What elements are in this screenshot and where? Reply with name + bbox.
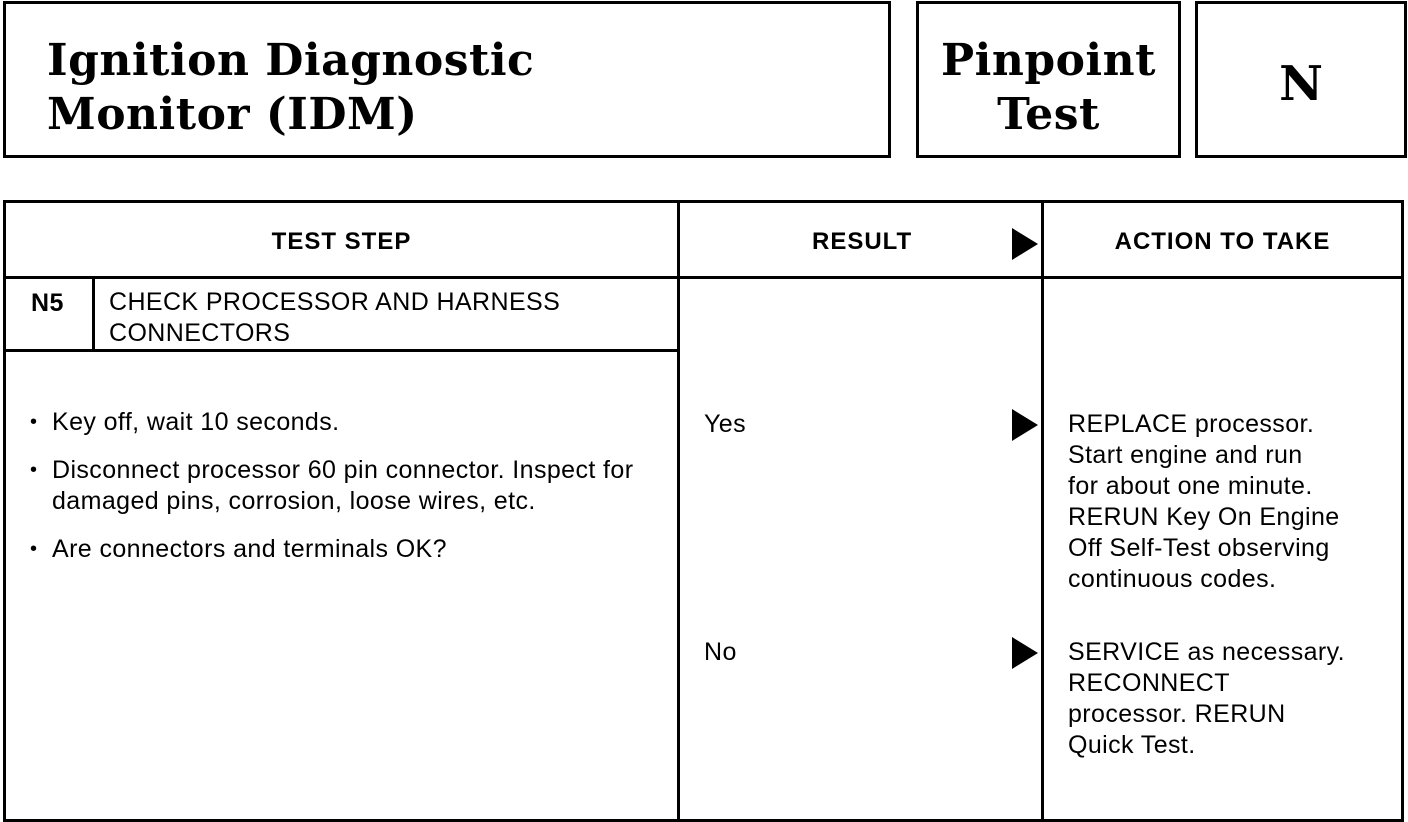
action-line: Quick Test. — [1068, 731, 1196, 759]
action-yes — [1068, 409, 1398, 595]
step-title-line-2: CONNECTORS — [109, 319, 291, 347]
result-arrow-icon — [1012, 228, 1038, 260]
column-header-result: RESULT — [812, 228, 913, 255]
result-yes: Yes — [704, 410, 746, 438]
action-line: processor. RERUN — [1068, 700, 1286, 728]
step-title-rule — [6, 349, 677, 352]
action-no — [1068, 637, 1398, 761]
step-instructions — [30, 407, 650, 582]
step-id: N5 — [31, 289, 64, 317]
test-table — [3, 200, 1404, 822]
column-divider-result — [677, 203, 680, 819]
column-header-action: ACTION TO TAKE — [1114, 228, 1331, 255]
instruction-item: • Disconnect processor 60 pin connector. Inspect for damaged pins, corrosion, loose wires, etc. — [30, 455, 650, 517]
column-divider-action — [1041, 203, 1044, 819]
instruction-item: • Key off, wait 10 seconds. — [30, 407, 650, 438]
action-line: RERUN Key On Engine — [1068, 503, 1340, 531]
no-arrow-icon — [1012, 637, 1038, 669]
column-header-test-step: TEST STEP — [271, 228, 412, 255]
step-id-divider — [92, 279, 95, 350]
title-box — [3, 1, 891, 158]
action-line: REPLACE processor. — [1068, 410, 1315, 438]
action-line: for about one minute. — [1068, 472, 1313, 500]
instruction-item: • Are connectors and terminals OK? — [30, 534, 650, 565]
header-rule — [6, 276, 1401, 279]
action-line: continuous codes. — [1068, 565, 1277, 593]
action-line: RECONNECT — [1068, 669, 1230, 697]
title-line-1: Ignition Diagnostic — [47, 35, 535, 86]
test-letter: N — [1279, 56, 1323, 112]
test-letter-box — [1195, 1, 1407, 158]
step-title — [109, 287, 560, 349]
step-title-line-1: CHECK PROCESSOR AND HARNESS — [109, 288, 561, 316]
action-line: SERVICE as necessary. — [1068, 638, 1346, 666]
result-no: No — [704, 638, 737, 666]
document-title — [47, 34, 534, 142]
yes-arrow-icon — [1012, 409, 1038, 441]
pinpoint-line-2: Test — [997, 89, 1100, 140]
title-line-2: Monitor (IDM) — [47, 89, 418, 140]
pinpoint-line-1: Pinpoint — [941, 35, 1156, 86]
action-line: Off Self-Test observing — [1068, 534, 1330, 562]
pinpoint-test-label — [919, 34, 1178, 142]
action-line: Start engine and run — [1068, 441, 1303, 469]
pinpoint-test-box — [916, 1, 1181, 158]
